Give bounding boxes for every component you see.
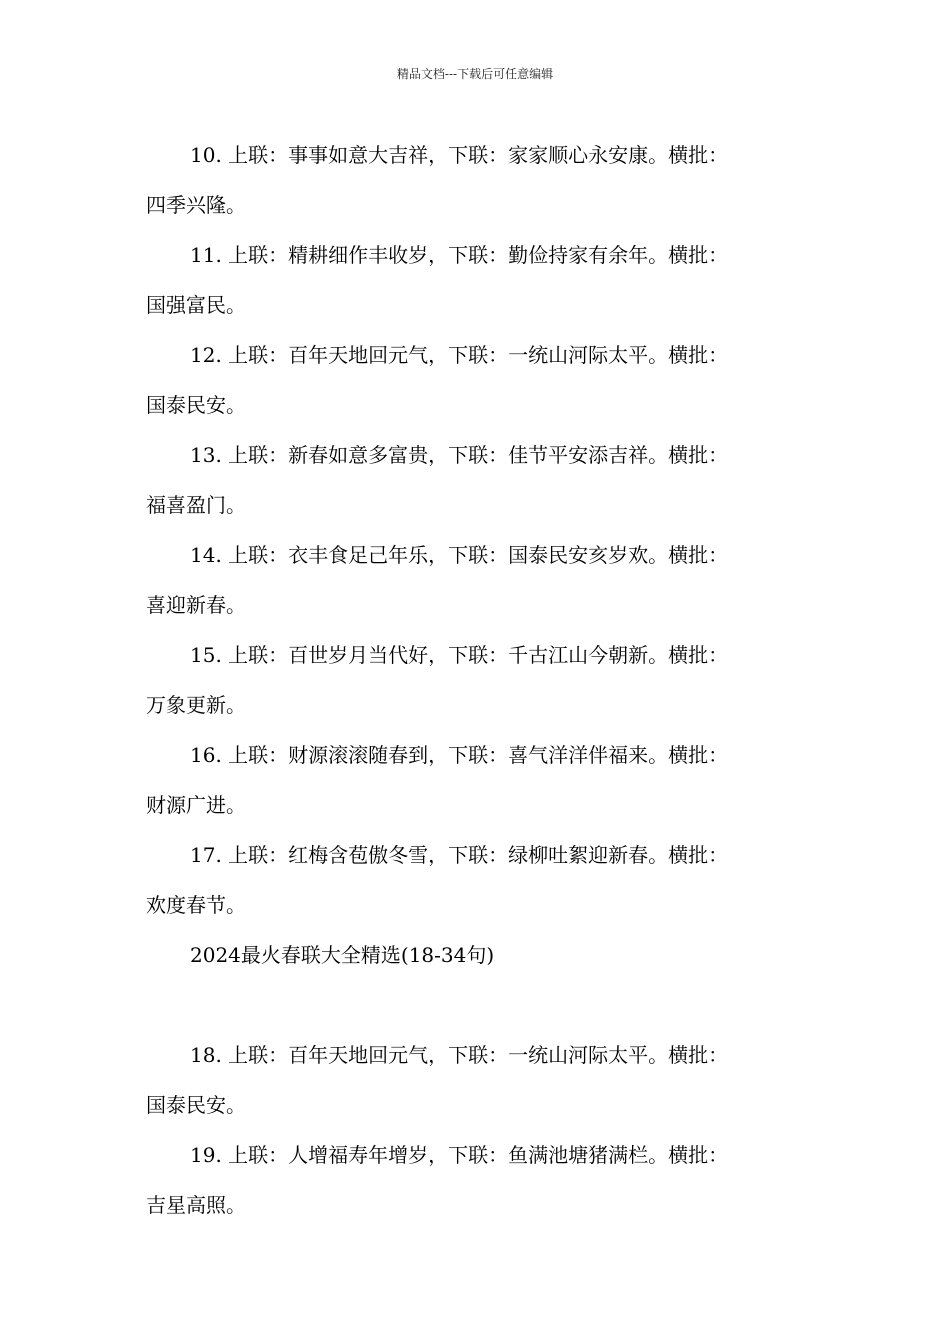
couplet-line: 15. 上联：百世岁月当代好，下联：千古江山今朝新。横批： [190, 643, 729, 667]
couplet-line: 14. 上联：衣丰食足己年乐，下联：国泰民安亥岁欢。横批： [190, 543, 729, 567]
couplet-line: 11. 上联：精耕细作丰收岁，下联：勤俭持家有余年。横批： [190, 243, 729, 267]
couplet-line: 18. 上联：百年天地回元气，下联：一统山河际太平。横批： [190, 1043, 729, 1067]
couplet-entry-13 [146, 430, 806, 530]
blank-line [146, 980, 806, 1030]
couplet-entry-11 [146, 230, 806, 330]
couplet-line: 17. 上联：红梅含苞傲冬雪，下联：绿柳吐絮迎新春。横批： [190, 843, 729, 867]
couplet-horizontal-scroll: 万象更新。 [146, 693, 246, 717]
couplet-line: 19. 上联：人增福寿年增岁，下联：鱼满池塘猪满栏。横批： [190, 1143, 729, 1167]
couplet-entry-16 [146, 730, 806, 830]
couplet-line: 16. 上联：财源滚滚随春到，下联：喜气洋洋伴福来。横批： [190, 743, 729, 767]
couplet-horizontal-scroll: 吉星高照。 [146, 1193, 246, 1217]
couplet-horizontal-scroll: 福喜盈门。 [146, 493, 246, 517]
document-body [146, 130, 806, 1230]
couplet-horizontal-scroll: 国泰民安。 [146, 393, 246, 417]
page-header: 精品文档---下载后可任意编辑 [396, 67, 554, 81]
couplet-line: 12. 上联：百年天地回元气，下联：一统山河际太平。横批： [190, 343, 729, 367]
section-heading: 2024最火春联大全精选(18-34句) [190, 943, 495, 967]
couplet-line: 13. 上联：新春如意多富贵，下联：佳节平安添吉祥。横批： [190, 443, 729, 467]
couplet-horizontal-scroll: 国泰民安。 [146, 1093, 246, 1117]
couplet-entry-18 [146, 1030, 806, 1130]
couplet-horizontal-scroll: 财源广进。 [146, 793, 246, 817]
couplet-entry-12 [146, 330, 806, 430]
couplet-entry-15 [146, 630, 806, 730]
couplet-horizontal-scroll: 欢度春节。 [146, 893, 246, 917]
couplet-entry-19 [146, 1130, 806, 1230]
couplet-horizontal-scroll: 喜迎新春。 [146, 593, 246, 617]
couplet-line: 10. 上联：事事如意大吉祥，下联：家家顺心永安康。横批： [190, 143, 729, 167]
couplet-entry-17 [146, 830, 806, 930]
couplet-entry-14 [146, 530, 806, 630]
couplet-entry-10 [146, 130, 806, 230]
couplet-horizontal-scroll: 国强富民。 [146, 293, 246, 317]
couplet-horizontal-scroll: 四季兴隆。 [146, 193, 246, 217]
